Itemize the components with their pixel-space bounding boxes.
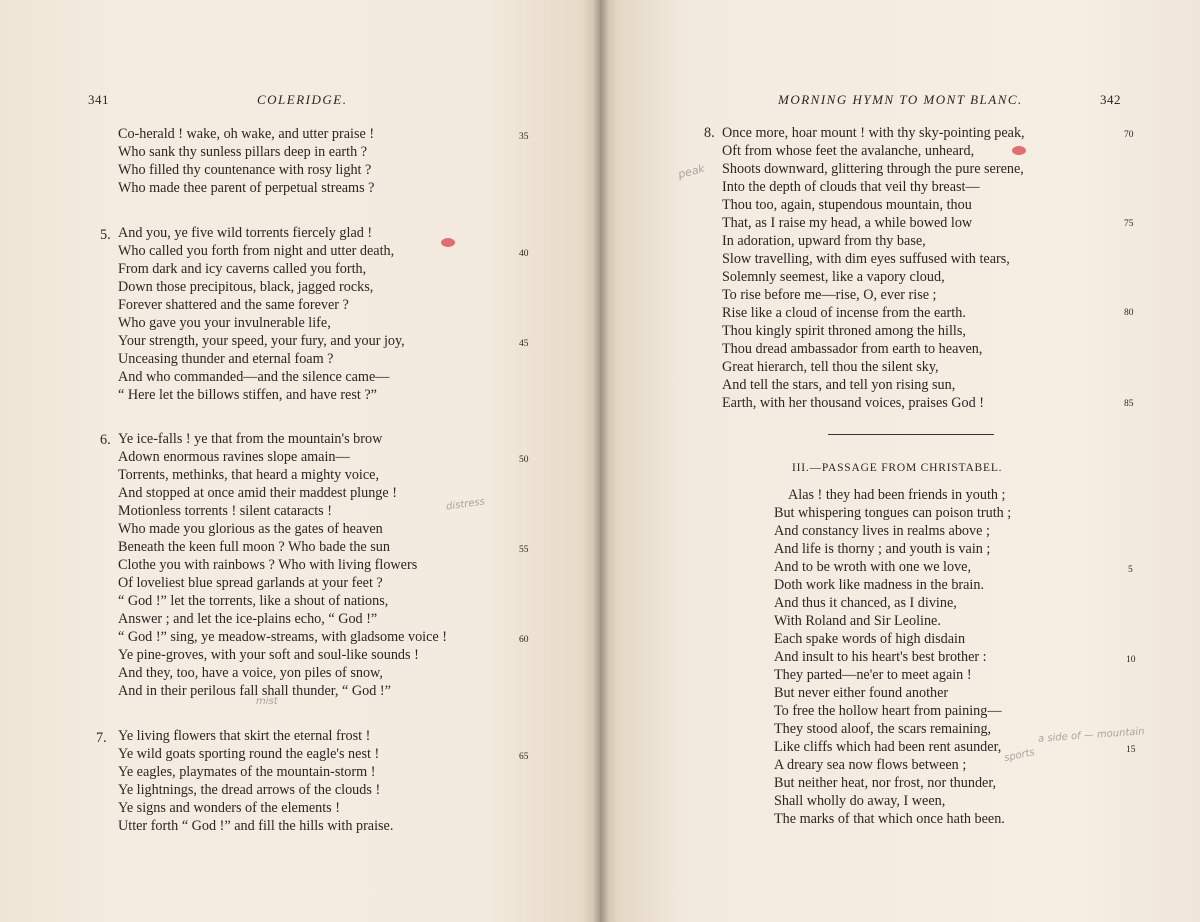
poem-line: Who gave you your invulnerable life, xyxy=(118,315,331,331)
poem-line: Your strength, your speed, your fury, and your joy, xyxy=(118,333,405,349)
poem-line: Ye pine-groves, with your soft and soul-like sounds ! xyxy=(118,647,419,663)
poem-line: Ye lightnings, the dread arrows of the clouds ! xyxy=(118,782,381,798)
poem-line: They stood aloof, the scars remaining, xyxy=(774,721,992,737)
poem-line: Thou dread ambassador from earth to heaven, xyxy=(722,341,983,357)
poem-line: Oft from whose feet the avalanche, unheard, xyxy=(722,143,975,159)
poem-line: Ye wild goats sporting round the eagle's nest ! xyxy=(118,746,380,762)
poem-line: That, as I raise my head, a while bowed low xyxy=(722,215,973,231)
poem-line: To rise before me—rise, O, ever rise ; xyxy=(722,287,937,303)
poem-line: Torrents, methinks, that heard a mighty voice, xyxy=(118,467,380,483)
line-number: 75 xyxy=(1124,219,1134,229)
poem-line: Unceasing thunder and eternal foam ? xyxy=(118,351,334,367)
section-title: III.—PASSAGE FROM CHRISTABEL. xyxy=(792,462,1003,474)
poem-line: Into the depth of clouds that veil thy breast— xyxy=(722,179,980,195)
poem-line: Adown enormous ravines slope amain— xyxy=(118,449,350,465)
red-ink-mark xyxy=(1012,146,1026,155)
poem-line: And to be wroth with one we love, xyxy=(774,559,972,575)
poem-line: And in their perilous fall shall thunder, “ God !” xyxy=(118,683,391,699)
poem-line: And thus it chanced, as I divine, xyxy=(774,595,957,611)
poem-line: And tell the stars, and tell yon rising sun, xyxy=(722,377,956,393)
pencil-annotation: peak xyxy=(676,161,707,182)
poem-line: But neither heat, nor frost, nor thunder, xyxy=(774,775,997,791)
book-gutter xyxy=(593,0,609,922)
poem-line: Who sank thy sunless pillars deep in earth ? xyxy=(118,144,368,160)
line-number: 70 xyxy=(1124,130,1134,140)
pencil-annotation: distress xyxy=(445,496,486,513)
line-number: 35 xyxy=(519,132,529,142)
running-head-right: MORNING HYMN TO MONT BLANC. xyxy=(778,92,1023,107)
poem-line: And life is thorny ; and youth is vain ; xyxy=(774,541,991,557)
poem-line: Alas ! they had been friends in youth ; xyxy=(788,487,1006,503)
poem-line: Earth, with her thousand voices, praises God ! xyxy=(722,395,985,411)
poem-line: To free the hollow heart from paining— xyxy=(774,703,1002,719)
poem-line: “ God !” sing, ye meadow-streams, with gladsome voice ! xyxy=(118,629,447,645)
poem-line: But never either found another xyxy=(774,685,949,701)
poem-line: Beneath the keen full moon ? Who bade the sun xyxy=(118,539,390,555)
poem-line: Forever shattered and the same forever ? xyxy=(118,297,349,313)
poem-line: Who made you glorious as the gates of heaven xyxy=(118,521,383,537)
poem-line: Down those precipitous, black, jagged rocks, xyxy=(118,279,374,295)
poem-line: Once more, hoar mount ! with thy sky-pointing peak, xyxy=(722,125,1025,141)
poem-line: And you, ye five wild torrents fiercely glad ! xyxy=(118,225,373,241)
poem-line: Ye signs and wonders of the elements ! xyxy=(118,800,340,816)
poem-line: Shoots downward, glittering through the pure serene, xyxy=(722,161,1024,177)
poem-line: Ye eagles, playmates of the mountain-storm ! xyxy=(118,764,376,780)
poem-line: Who filled thy countenance with rosy light ? xyxy=(118,162,372,178)
red-ink-mark xyxy=(441,238,455,247)
poem-line: And insult to his heart's best brother : xyxy=(774,649,987,665)
line-number: 60 xyxy=(519,635,529,645)
line-number: 10 xyxy=(1126,655,1136,665)
stanza-number: 7. xyxy=(96,730,107,746)
line-number: 5 xyxy=(1128,565,1133,575)
poem-line: A dreary sea now flows between ; xyxy=(774,757,967,773)
poem-line: In adoration, upward from thy base, xyxy=(722,233,926,249)
line-number: 40 xyxy=(519,249,529,259)
poem-line: And constancy lives in realms above ; xyxy=(774,523,990,539)
poem-line: Shall wholly do away, I ween, xyxy=(774,793,946,809)
poem-line: Solemnly seemest, like a vapory cloud, xyxy=(722,269,945,285)
poem-line: Clothe you with rainbows ? Who with living flowers xyxy=(118,557,418,573)
poem-line: And they, too, have a voice, yon piles of snow, xyxy=(118,665,383,681)
pencil-annotation: a side of — mountain xyxy=(1037,726,1145,745)
line-number: 80 xyxy=(1124,308,1134,318)
stanza-number: 8. xyxy=(704,125,715,141)
stanza-number: 5. xyxy=(100,227,111,243)
poem-line: They parted—ne'er to meet again ! xyxy=(774,667,972,683)
poem-line: Thou kingly spirit throned among the hills, xyxy=(722,323,966,339)
poem-line: Thou too, again, stupendous mountain, thou xyxy=(722,197,972,213)
poem-line: “ God !” let the torrents, like a shout of nations, xyxy=(118,593,389,609)
poem-line: Great hierarch, tell thou the silent sky, xyxy=(722,359,939,375)
poem-line: Doth work like madness in the brain. xyxy=(774,577,985,593)
poem-line: Ye living flowers that skirt the eternal frost ! xyxy=(118,728,371,744)
poem-line: Each spake words of high disdain xyxy=(774,631,966,647)
poem-line: Who called you forth from night and utter death, xyxy=(118,243,395,259)
line-number: 45 xyxy=(519,339,529,349)
poem-line: But whispering tongues can poison truth ; xyxy=(774,505,1012,521)
section-divider xyxy=(828,434,994,435)
line-number: 15 xyxy=(1126,745,1136,755)
poem-line: Slow travelling, with dim eyes suffused with tears, xyxy=(722,251,1010,267)
poem-line: “ Here let the billows stiffen, and have rest ?” xyxy=(118,387,377,403)
poem-line: The marks of that which once hath been. xyxy=(774,811,1005,827)
poem-line: From dark and icy caverns called you forth, xyxy=(118,261,367,277)
stanza-number: 6. xyxy=(100,432,111,448)
poem-line: And who commanded—and the silence came— xyxy=(118,369,390,385)
poem-line: Answer ; and let the ice-plains echo, “ God !” xyxy=(118,611,378,627)
poem-line: Ye ice-falls ! ye that from the mountain's brow xyxy=(118,431,383,447)
poem-line: Utter forth “ God !” and fill the hills with praise. xyxy=(118,818,394,834)
running-head-left: COLERIDGE. xyxy=(257,92,348,107)
pencil-annotation: mist xyxy=(256,696,278,707)
poem-line: Rise like a cloud of incense from the earth. xyxy=(722,305,966,321)
line-number: 55 xyxy=(519,545,529,555)
poem-line: Motionless torrents ! silent cataracts ! xyxy=(118,503,332,519)
poem-line: And stopped at once amid their maddest plunge ! xyxy=(118,485,397,501)
pencil-annotation: sports xyxy=(1003,746,1036,765)
line-number: 85 xyxy=(1124,399,1134,409)
line-number: 65 xyxy=(519,752,529,762)
page-number-left: 341 xyxy=(88,92,109,107)
page-number-right: 342 xyxy=(1100,92,1121,107)
poem-line: Of loveliest blue spread garlands at your feet ? xyxy=(118,575,383,591)
line-number: 50 xyxy=(519,455,529,465)
poem-line: Co-herald ! wake, oh wake, and utter praise ! xyxy=(118,126,375,142)
poem-line: Who made thee parent of perpetual streams ? xyxy=(118,180,375,196)
poem-line: With Roland and Sir Leoline. xyxy=(774,613,941,629)
poem-line: Like cliffs which had been rent asunder, xyxy=(774,739,1002,755)
